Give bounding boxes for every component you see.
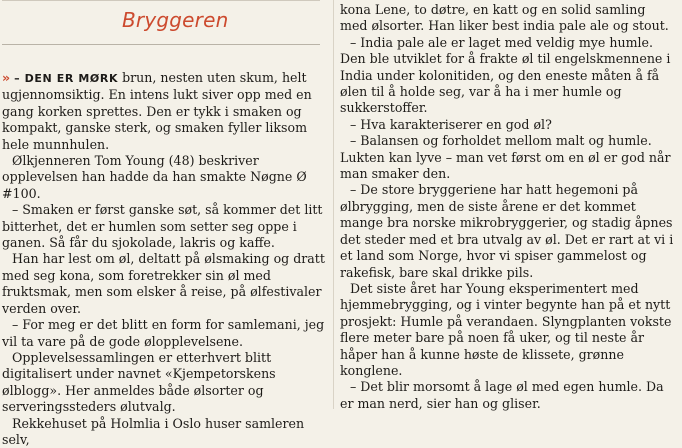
paragraph: Det siste året har Young eksperimentert med hjemmebrygging, og i vinter begynte han på et nytt prosjekt: Humle på verandaen. Slyngplanten vokste flere meter bare på noen få uker, og til neste år håper han å kunne høste de klissete, grønne konglene. bbox=[340, 280, 672, 378]
lead-paragraph bbox=[2, 70, 326, 153]
paragraph: – Hva karakteriserer en god øl? bbox=[350, 116, 552, 132]
paragraph-continued: kona Lene, to døtre, en katt og en solid samling med ølsorter. Han liker best india pale ale og stout. bbox=[340, 2, 669, 34]
paragraph: Opplevelsessamlingen er etterhvert blitt digitalisert under navnet «Kjempetorskens ølblogg». Her anmeldes både ølsorter og serveringssteders ølutvalg. bbox=[2, 349, 276, 415]
paragraph: Ølkjenneren Tom Young (48) beskriver opplevelsen han hadde da han smakte Nøgne Ø #100. bbox=[2, 153, 307, 201]
section-heading: Bryggeren bbox=[122, 8, 229, 32]
right-column-text bbox=[340, 2, 676, 412]
lead-marker: » bbox=[2, 70, 11, 85]
paragraph: Han har lest om øl, deltatt på ølsmaking og dratt med seg kona, som foretrekker sin øl med fruktsmak, men som elsker å reise, på ølfestivaler verden over. bbox=[2, 251, 325, 316]
paragraph: – Det blir morsomt å lage øl med egen humle. Da er man nerd, sier han og gliser. bbox=[340, 379, 664, 411]
paragraph: – Balansen og forholdet mellom malt og humle. Lukten kan lyve – man vet først om en øl er god når man smaker den. bbox=[340, 133, 671, 182]
paragraph: – De store bryggeriene har hatt hegemoni på ølbrygging, men de siste årene er det kommet mange bra norske mikrobryggerier, og stadig åpnes det steder med et bra utvalg av øl. Det er rart at vi i et land som Norge, hvor vi spiser gammelost og rakefisk, bare skal drikke pils. bbox=[340, 182, 674, 280]
lead-caps: – DEN ER MØRK bbox=[14, 72, 119, 85]
left-column-text bbox=[2, 70, 326, 448]
heading-rule-top bbox=[2, 0, 320, 1]
paragraph: – For meg er det blitt en form for samlemani, jeg vil ta vare på de gode ølopplevelsene. bbox=[2, 317, 325, 349]
column-divider bbox=[333, 0, 334, 409]
paragraph: – Smaken er først ganske søt, så kommer det litt bitterhet, det er humlen som setter seg oppe i ganen. Så får du sjokolade, lakris og kaffe. bbox=[2, 202, 323, 251]
paragraph: Rekkehuset på Holmlia i Oslo huser samleren selv, bbox=[2, 415, 305, 447]
heading-box bbox=[2, 0, 320, 45]
lead-text: brun, nesten uten skum, helt ugjennomsiktig. En intens lukt siver opp med en gang korken sprettes. Den er tykk i smaken og kompakt, ganske sterk, og smaken fyller liksom hele munnhulen. bbox=[2, 70, 312, 152]
paragraph: – India pale ale er laget med veldig mye humle. Den ble utviklet for å frakte øl til engelskmennene i India under kolonitiden, og den eneste måten å få ølen til å holde seg, var å ha i mer humle og sukkerstoffer. bbox=[340, 34, 671, 116]
